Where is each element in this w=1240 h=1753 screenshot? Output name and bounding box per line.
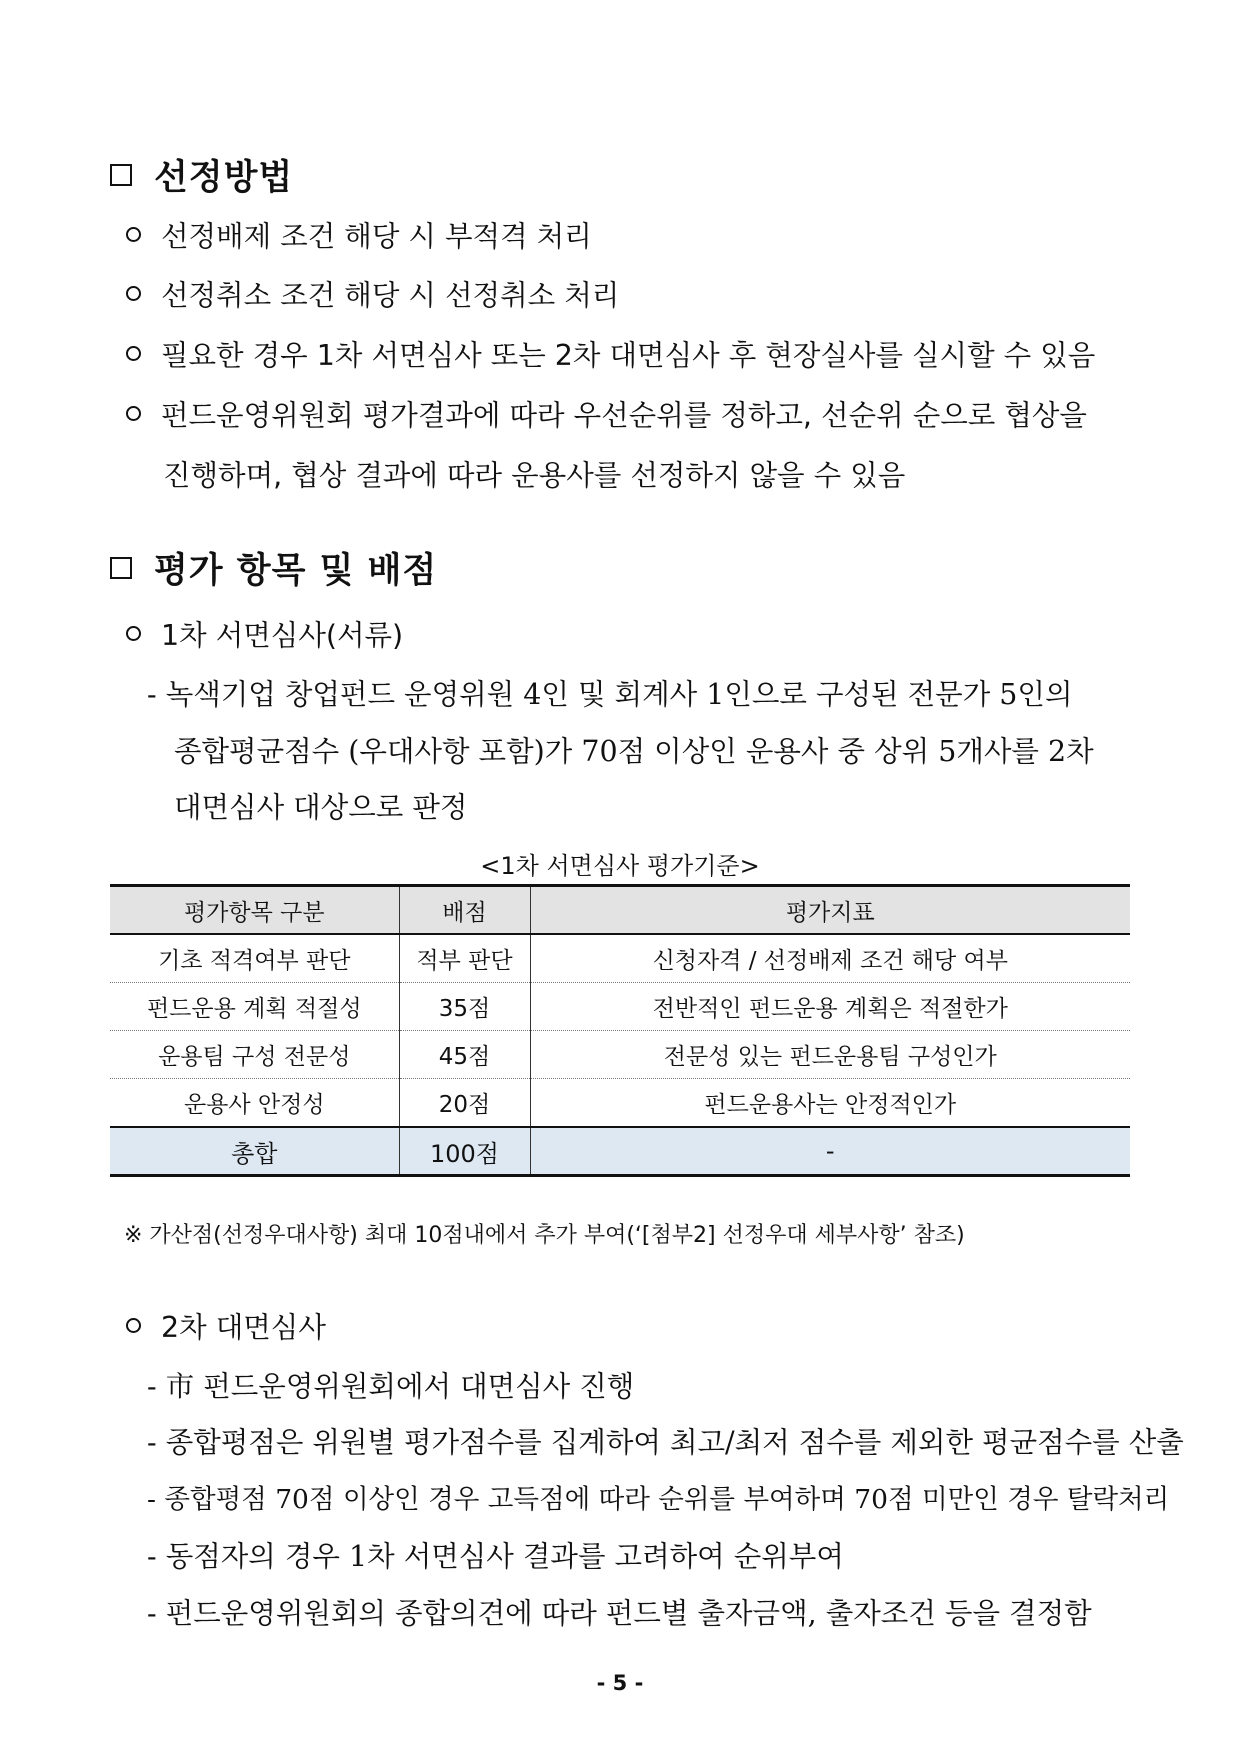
bullet-item <box>126 273 619 314</box>
bullet-text: 선정배제 조건 해당 시 부적격 처리 <box>161 220 592 253</box>
table-cell: 총합 <box>110 1127 399 1176</box>
bullet-item <box>126 393 1087 434</box>
column-header: 평가지표 <box>530 886 1130 935</box>
column-header: 배점 <box>399 886 530 935</box>
page-number: - 5 - <box>596 1671 644 1695</box>
bullet-text: 1차 서면심사(서류) <box>161 619 404 652</box>
circle-bullet-icon <box>126 346 141 361</box>
dash-item: - 市 펀드운영위원회에서 대면심사 진행 <box>147 1370 635 1403</box>
bonus-points-note: ※ 가산점(선정우대사항) 최대 10점내에서 추가 부여(‘[첨부2] 선정우대 세부사항’ 참조) <box>124 1223 965 1248</box>
table-cell: 전반적인 펀드운용 계획은 적절한가 <box>530 983 1130 1031</box>
circle-bullet-icon <box>126 1318 141 1333</box>
circle-bullet-icon <box>126 286 141 301</box>
section-heading-selection-method <box>110 150 293 200</box>
section-title: 선정방법 <box>154 158 294 198</box>
bullet-text: 펀드운영위원회 평가결과에 따라 우선순위를 정하고, 선순위 순으로 협상을 <box>161 399 1087 432</box>
square-bullet-icon <box>110 164 132 186</box>
bullet-text: 선정취소 조건 해당 시 선정취소 처리 <box>161 279 620 312</box>
table-caption: <1차 서면심사 평가기준> <box>480 852 760 880</box>
dash-item: - 종합평점은 위원별 평가점수를 집계하여 최고/최저 점수를 제외한 평균점수를 산출 <box>147 1426 1184 1459</box>
table-cell: 기초 적격여부 판단 <box>110 934 399 983</box>
table-cell: 펀드운용사는 안정적인가 <box>530 1079 1130 1128</box>
section-title: 평가 항목 및 배점 <box>154 551 438 591</box>
table-row <box>110 983 1130 1031</box>
table-total-row <box>110 1127 1130 1176</box>
table-cell: 전문성 있는 펀드운용팀 구성인가 <box>530 1031 1130 1079</box>
table-cell: 펀드운용 계획 적절성 <box>110 983 399 1031</box>
table-header-row <box>110 886 1130 935</box>
table-cell: 운용팀 구성 전문성 <box>110 1031 399 1079</box>
table-cell: 45점 <box>399 1031 530 1079</box>
table-cell: 신청자격 / 선정배제 조건 해당 여부 <box>530 934 1130 983</box>
bullet-item <box>126 214 592 255</box>
evaluation-criteria-table <box>110 884 1130 1177</box>
dash-item-continuation: 종합평균점수 (우대사항 포함)가 70점 이상인 운용사 중 상위 5개사를 2차 <box>174 735 1094 768</box>
table-row <box>110 1079 1130 1128</box>
dash-item: - 동점자의 경우 1차 서면심사 결과를 고려하여 순위부여 <box>147 1540 844 1573</box>
circle-bullet-icon <box>126 227 141 242</box>
table-cell: 35점 <box>399 983 530 1031</box>
dash-item: - 종합평점 70점 이상인 경우 고득점에 따라 순위를 부여하며 70점 미만인 경우 탈락처리 <box>147 1484 1170 1515</box>
table-row <box>110 1031 1130 1079</box>
sub-heading-second-review <box>126 1305 326 1346</box>
circle-bullet-icon <box>126 626 141 641</box>
table-cell: 20점 <box>399 1079 530 1128</box>
bullet-text: 2차 대면심사 <box>161 1311 326 1344</box>
table-row <box>110 934 1130 983</box>
dash-item: - 펀드운영위원회의 종합의견에 따라 펀드별 출자금액, 출자조건 등을 결정함 <box>147 1597 1092 1630</box>
table-cell: 100점 <box>399 1127 530 1176</box>
table-cell: - <box>530 1127 1130 1176</box>
table-cell: 적부 판단 <box>399 934 530 983</box>
sub-heading-first-review <box>126 613 403 654</box>
bullet-text-continuation: 진행하며, 협상 결과에 따라 운용사를 선정하지 않을 수 있음 <box>163 459 906 492</box>
circle-bullet-icon <box>126 406 141 421</box>
column-header: 평가항목 구분 <box>110 886 399 935</box>
section-heading-evaluation-items <box>110 543 437 593</box>
bullet-item <box>126 333 1095 374</box>
dash-item-continuation: 대면심사 대상으로 판정 <box>174 791 468 824</box>
table-cell: 운용사 안정성 <box>110 1079 399 1128</box>
bullet-text: 필요한 경우 1차 서면심사 또는 2차 대면심사 후 현장실사를 실시할 수 있음 <box>161 339 1096 372</box>
dash-item: - 녹색기업 창업펀드 운영위원 4인 및 회계사 1인으로 구성된 전문가 5인의 <box>147 678 1073 711</box>
square-bullet-icon <box>110 557 132 579</box>
